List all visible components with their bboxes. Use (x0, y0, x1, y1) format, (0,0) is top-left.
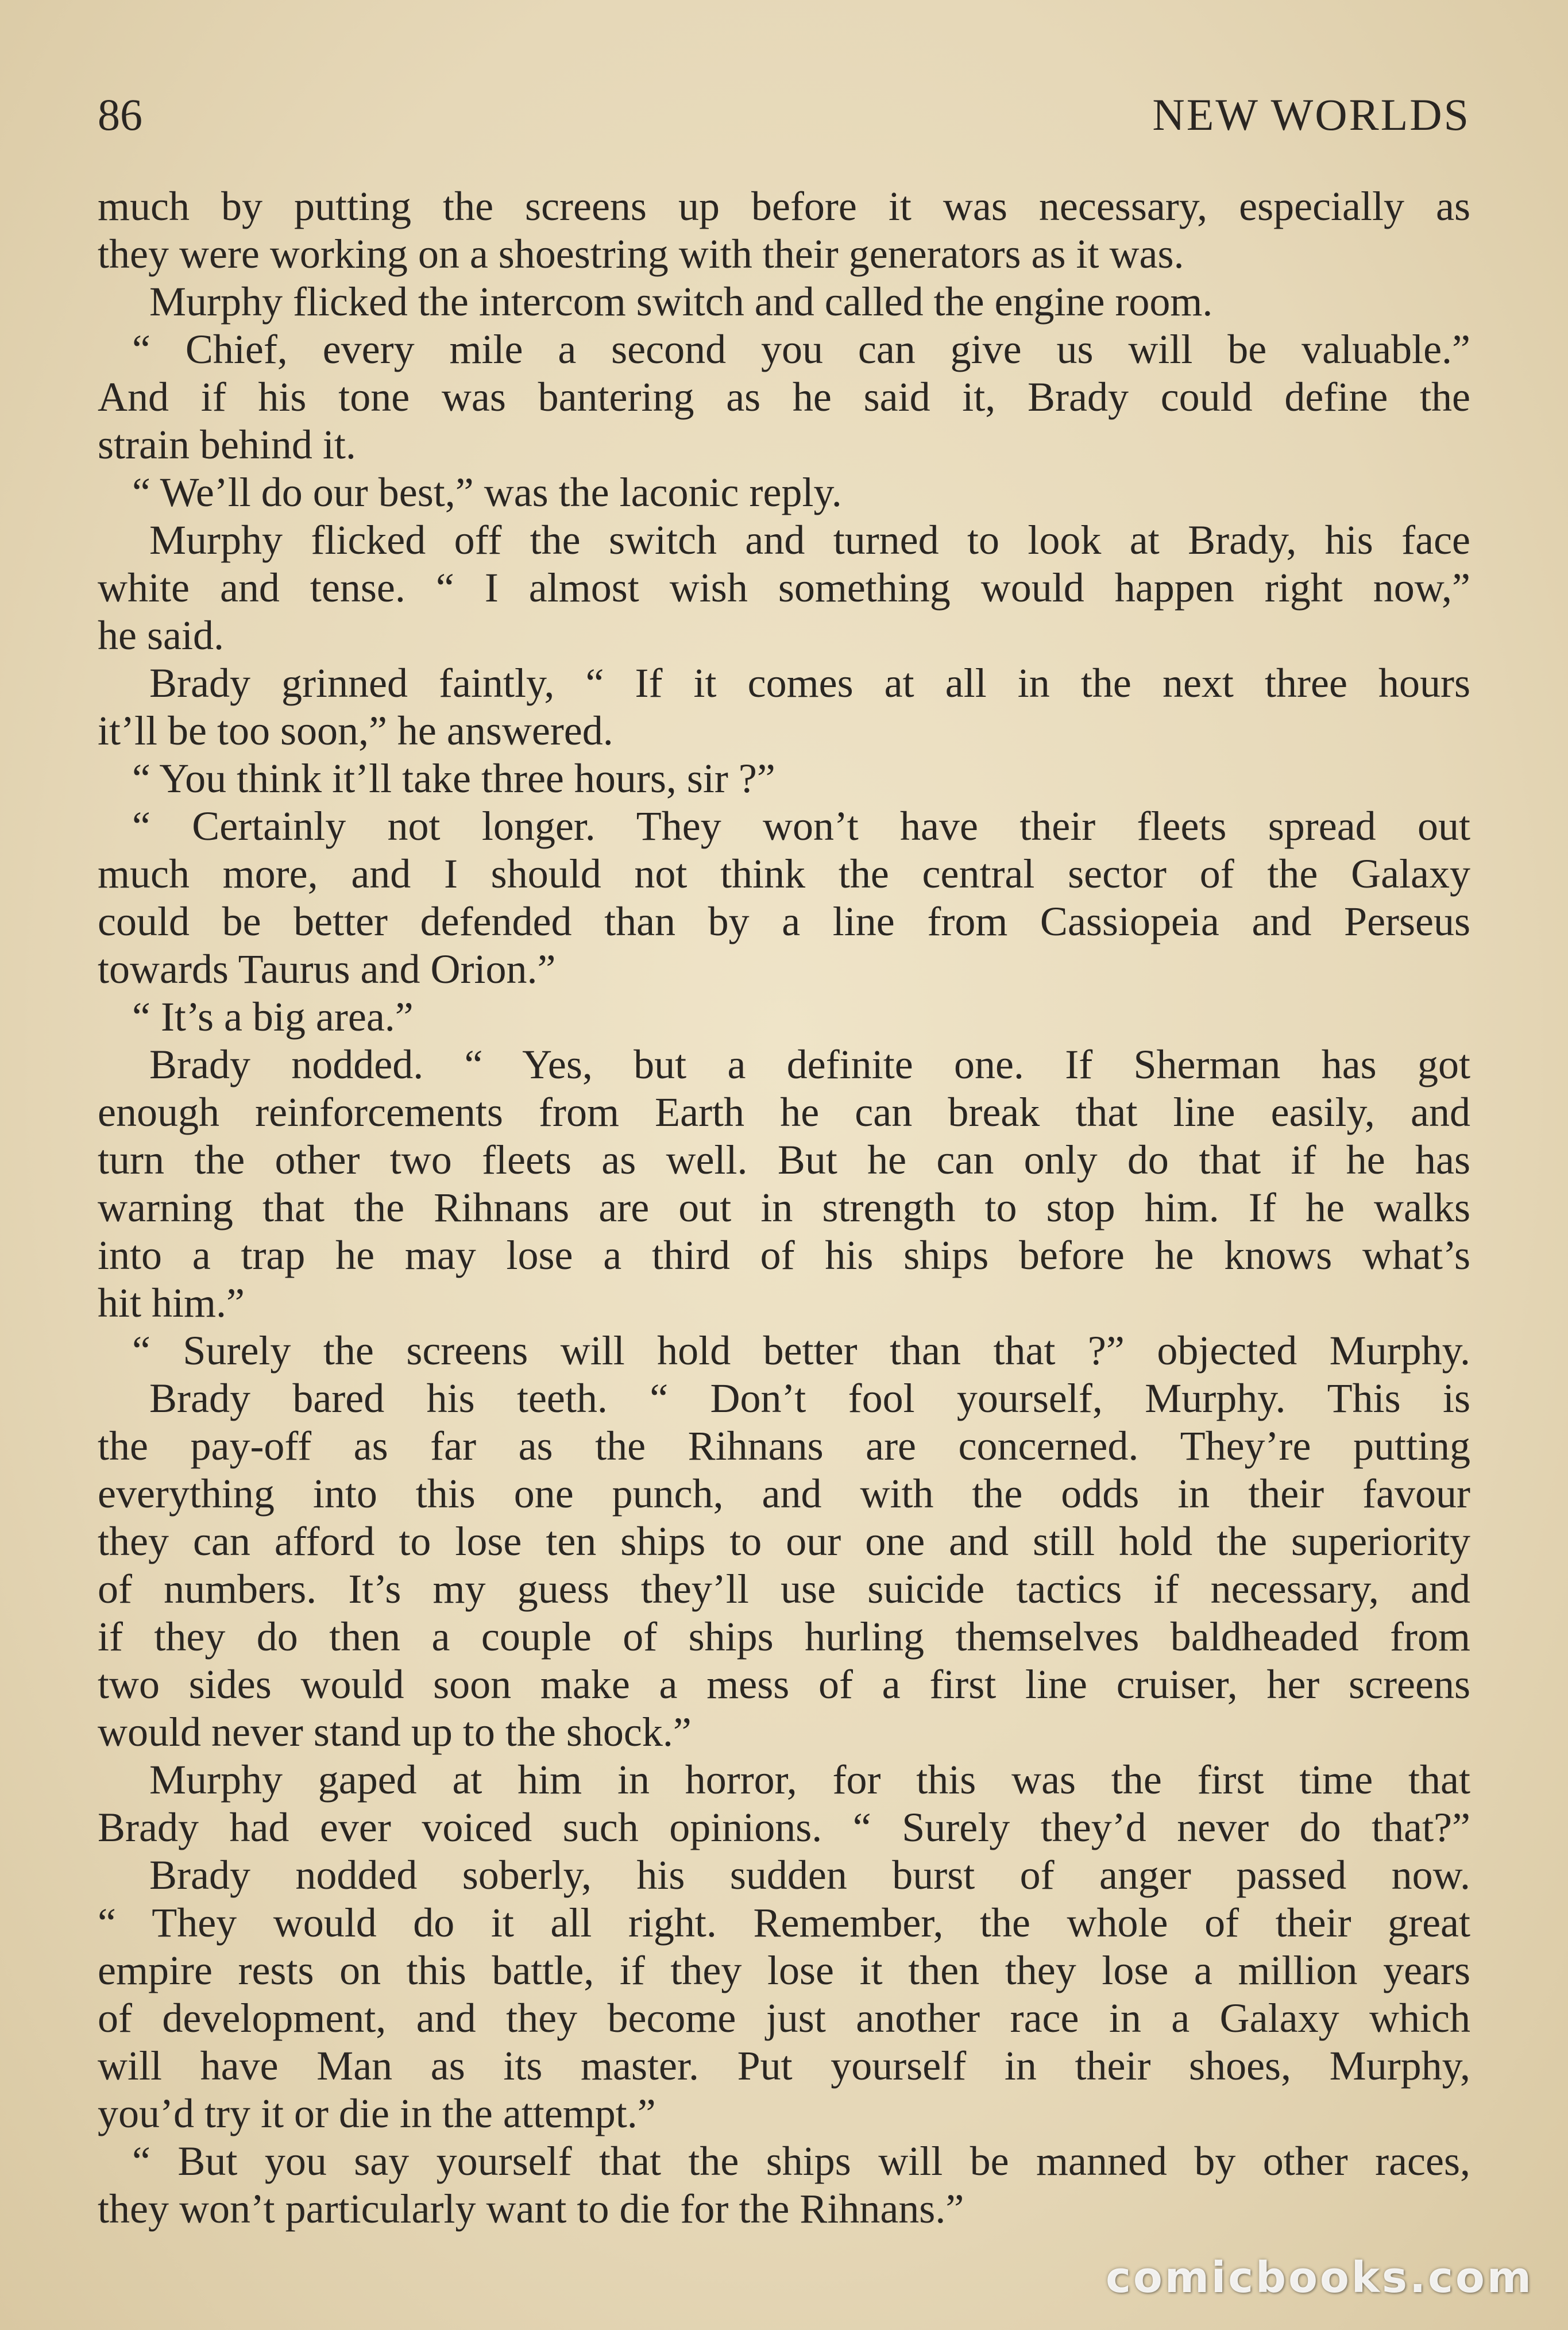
text-line: two sides would soon make a mess of a first line cruiser, her screens (98, 1661, 1470, 1707)
text-line: “ Certainly not longer. They won’t have their fleets spread out (132, 803, 1470, 849)
text-line: if they do then a couple of ships hurling themselves baldheaded from (98, 1614, 1470, 1660)
text-line: “ But you say yourself that the ships will be manned by other races, (132, 2138, 1470, 2184)
text-line: Murphy flicked off the switch and turned to look at Brady, his face (149, 517, 1470, 563)
text-line: it’ll be too soon,” he answered. (98, 708, 613, 754)
text-line: everything into this one punch, and with the odds in their favour (98, 1471, 1470, 1517)
text-line: “ We’ll do our best,” was the laconic reply. (132, 469, 842, 515)
text-line: white and tense. “ I almost wish something would happen right now,” (98, 565, 1470, 611)
text-line: “ Chief, every mile a second you can give us will be valuable.” (132, 326, 1470, 372)
watermark: comicbooks.com (1106, 2253, 1534, 2302)
journal-title: NEW WORLDS (1152, 90, 1470, 140)
text-line: “ They would do it all right. Remember, the whole of their great (98, 1900, 1470, 1946)
text-line: they won’t particularly want to die for the Rihnans.” (98, 2186, 964, 2232)
text-line: strain behind it. (98, 422, 356, 468)
text-line: towards Taurus and Orion.” (98, 946, 556, 992)
text-line: of numbers. It’s my guess they’ll use suicide tactics if necessary, and (98, 1566, 1470, 1612)
text-line: turn the other two fleets as well. But he can only do that if he has (98, 1137, 1470, 1183)
text-line: much more, and I should not think the central sector of the Galaxy (98, 851, 1470, 897)
text-line: of development, and they become just another race in a Galaxy which (98, 1995, 1470, 2041)
text-line: Brady grinned faintly, “ If it comes at all in the next three hours (149, 660, 1470, 706)
text-line: will have Man as its master. Put yourself in their shoes, Murphy, (98, 2043, 1470, 2089)
text-line: Brady had ever voiced such opinions. “ Surely they’d never do that?” (98, 1804, 1470, 1850)
text-line: “ It’s a big area.” (132, 994, 414, 1040)
text-line: “ Surely the screens will hold better than that ?” objected Murphy. (132, 1328, 1470, 1374)
text-line: the pay-off as far as the Rihnans are concerned. They’re putting (98, 1423, 1470, 1469)
text-line: Brady nodded. “ Yes, but a definite one. If Sherman has got (149, 1041, 1470, 1087)
text-line: enough reinforcements from Earth he can break that line easily, and (98, 1089, 1470, 1135)
text-line: Brady bared his teeth. “ Don’t fool yourself, Murphy. This is (149, 1375, 1470, 1421)
text-line: Murphy flicked the intercom switch and called the engine room. (149, 279, 1213, 325)
text-line: “ You think it’ll take three hours, sir ?” (132, 755, 775, 801)
text-line: And if his tone was bantering as he said it, Brady could define the (98, 374, 1470, 420)
text-line: Brady nodded soberly, his sudden burst of anger passed now. (149, 1852, 1470, 1898)
text-line: he said. (98, 612, 224, 658)
running-head (98, 86, 1470, 144)
text-line: could be better defended than by a line from Cassiopeia and Perseus (98, 898, 1470, 944)
text-line: into a trap he may lose a third of his ships before he knows what’s (98, 1232, 1470, 1278)
body-text (98, 183, 1470, 2233)
text-line: they were working on a shoestring with their generators as it was. (98, 231, 1184, 277)
text-line: hit him.” (98, 1280, 245, 1326)
page-number: 86 (98, 90, 142, 140)
text-line: much by putting the screens up before it was necessary, especially as (98, 183, 1470, 229)
text-line: they can afford to lose ten ships to our one and still hold the superiority (98, 1518, 1470, 1564)
text-line: would never stand up to the shock.” (98, 1709, 692, 1755)
text-line: Murphy gaped at him in horror, for this was the first time that (149, 1757, 1470, 1803)
text-line: you’d try it or die in the attempt.” (98, 2090, 656, 2136)
text-line: warning that the Rihnans are out in strength to stop him. If he walks (98, 1185, 1470, 1230)
text-line: empire rests on this battle, if they lose it then they lose a million years (98, 1947, 1470, 1993)
